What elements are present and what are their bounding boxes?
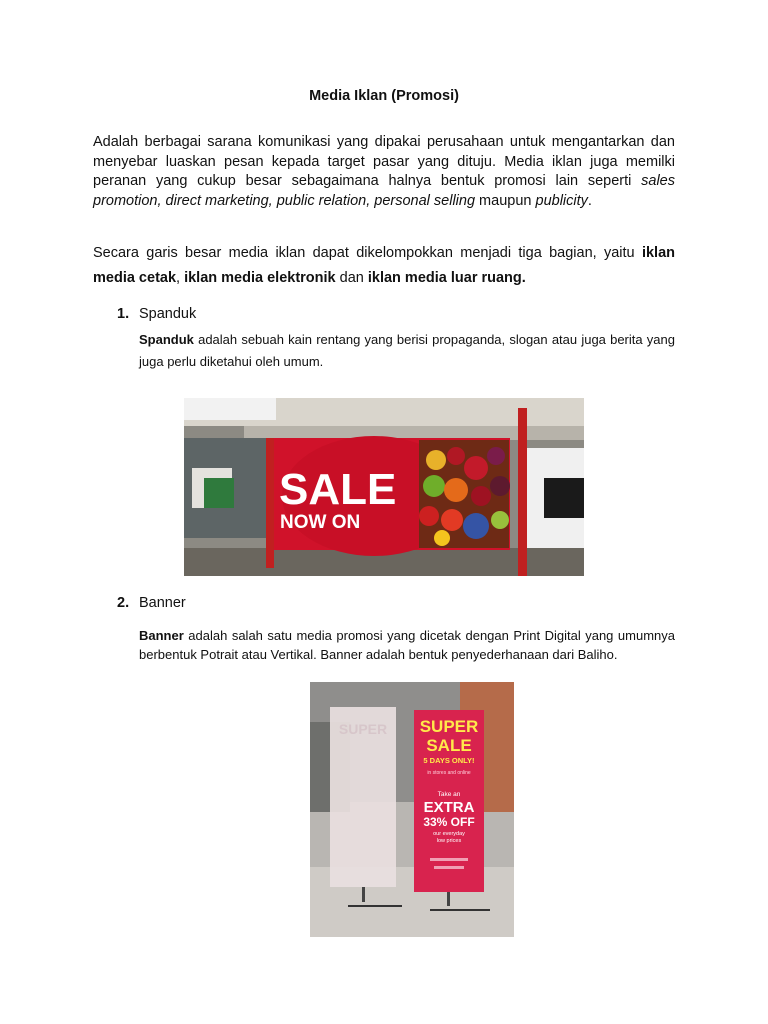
list-heading: Banner	[139, 595, 186, 611]
banner-definition-text: adalah salah satu media promosi yang dicetak dengan Print Digital yang umumnya berbentuk Potrait atau Vertikal. Banner adalah bentuk penyederhanaan dari Baliho.	[139, 628, 675, 662]
intro-text-3: .	[587, 192, 592, 209]
banner-take-text: Take an	[437, 791, 461, 798]
page-title: Media Iklan (Promosi)	[309, 88, 459, 104]
list-heading: Spanduk	[139, 306, 197, 322]
spanduk-image	[184, 398, 584, 576]
banner-definition	[139, 627, 675, 664]
spanduk-definition	[139, 329, 675, 373]
grouping-paragraph	[93, 241, 675, 291]
banner-off-text: 33% OFF	[423, 815, 475, 829]
banner-term: Banner	[139, 628, 184, 643]
intro-italic-terms: sales promotion, direct marketing, public relation, personal selling	[93, 173, 675, 209]
banner-everyday-text: our everyday	[433, 831, 465, 837]
intro-italic-publicity: publicity	[535, 192, 588, 209]
grouping-sep-1: ,	[176, 270, 185, 286]
spanduk-term: Spanduk	[139, 332, 194, 347]
intro-text-2: maupun	[475, 192, 536, 209]
list-number: 1.	[117, 306, 130, 322]
grouping-bold-luar-ruang: iklan media luar ruang.	[367, 270, 526, 286]
list-item-banner	[117, 595, 186, 611]
banner-super-text: SUPER	[419, 717, 479, 736]
banner-prices-text: low prices	[436, 838, 462, 844]
list-item-spanduk	[117, 306, 196, 322]
grouping-bold-elektronik: iklan media elektronik	[184, 270, 336, 286]
grouping-bold-cetak: iklan media cetak	[93, 245, 675, 286]
grouping-text-1: Secara garis besar media iklan dapat dikelompokkan menjadi tiga bagian, yaitu	[93, 245, 642, 261]
banner-sale-text: SALE	[426, 736, 472, 755]
list-number: 2.	[117, 595, 130, 611]
spanduk-sale-text: SALE	[279, 465, 397, 514]
banner-image	[310, 682, 514, 937]
banner-stores-text: in stores and online	[427, 770, 471, 776]
rear-banner-text: SUPER	[338, 721, 388, 737]
banner-days-text: 5 DAYS ONLY!	[423, 756, 475, 765]
intro-text-1: Adalah berbagai sarana komunikasi yang dipakai perusahaan untuk mengantarkan dan menyebar luaskan pesan kepada target pasar yang dituju. Media iklan juga memilki peranan yang cukup besar sebagaimana halnya bentuk promosi lain seperti	[93, 134, 675, 189]
intro-paragraph	[93, 133, 675, 211]
spanduk-definition-text: adalah sebuah kain rentang yang berisi propaganda, slogan atau juga berita yang juga perlu diketahui oleh umum.	[139, 332, 675, 369]
spanduk-now-on-text: NOW ON	[280, 512, 361, 533]
banner-extra-text: EXTRA	[423, 799, 475, 816]
grouping-sep-2: dan	[335, 270, 368, 286]
